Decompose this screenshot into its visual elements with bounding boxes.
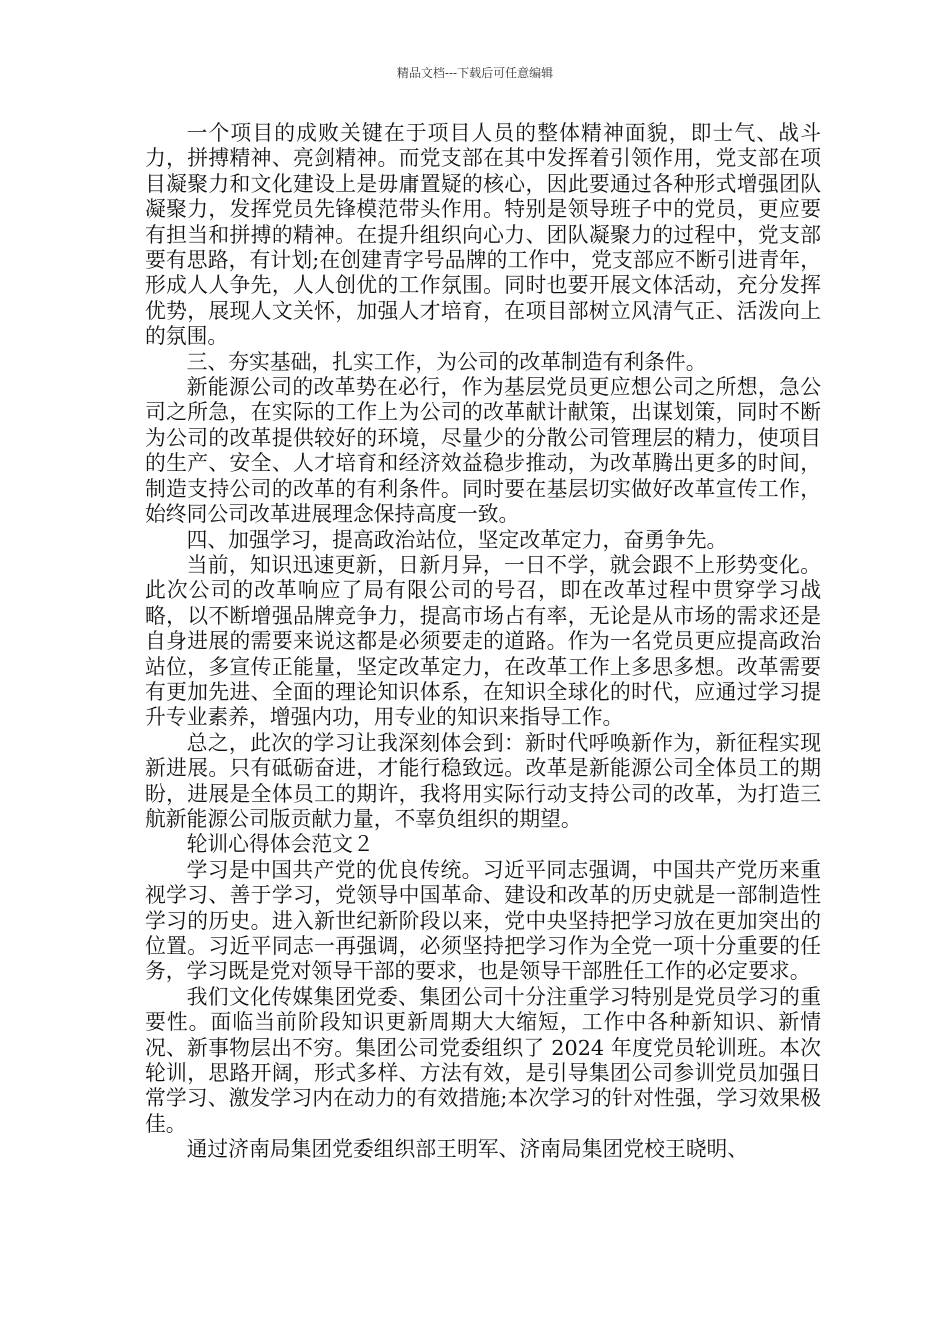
essay-title-2: 轮训心得体会范文２: [186, 832, 374, 857]
page-header: 精品文档---下载后可任意编辑: [396, 66, 554, 80]
paragraph-3: 当前，知识迅速更新，日新月异，一日不学，就会跟不上形势变化。此次公司的改革响应了局有限公司的号召，即在改革过程中贯穿学习战略，以不断增强品牌竞争力，提高市场占有率，无论是从市场的需求还是自身进展的需要来说这都是必须要走的道路。作为一名党员更应提高政治站位，多宣传正能量，坚定改革定力，在改革工作上多思多想。改革需要有更加先进、全面的理论知识体系，在知识全球化的时代，应通过学习提升专业素养，增强内功，用专业的知识来指导工作。: [145, 552, 821, 730]
paragraph-2: 新能源公司的改革势在必行，作为基层党员更应想公司之所想，急公司之所急，在实际的工作上为公司的改革献计献策，出谋划策，同时不断为公司的改革提供较好的环境，尽量少的分散公司管理层的精力，使项目的生产、安全、人才培育和经济效益稳步推动，为改革腾出更多的时间，制造支持公司的改革的有利条件。同时要在基层切实做好改革宣传工作，始终同公司改革进展理念保持高度一致。: [145, 375, 821, 527]
paragraph-1: 一个项目的成败关键在于项目人员的整体精神面貌，即士气、战斗力，拼搏精神、亮剑精神。而党支部在其中发挥着引领作用，党支部在项目凝聚力和文化建设上是毋庸置疑的核心，因此要通过各种形式增强团队凝聚力，发挥党员先锋模范带头作用。特别是领导班子中的党员，更应要有担当和拼搏的精神。在提升组织向心力、团队凝聚力的过程中，党支部要有思路，有计划;在创建青字号品牌的工作中，党支部应不断引进青年，形成人人争先，人人创优的工作氛围。同时也要开展文体活动，充分发挥优势，展现人文关怀，加强人才培育，在项目部树立风清气正、活泼向上的氛围。: [145, 121, 821, 349]
heading-section-4: 四、加强学习，提高政治站位，坚定改革定力，奋勇争先。: [186, 527, 728, 552]
paragraph-conclusion: 总之，此次的学习让我深刻体会到：新时代呼唤新作为，新征程实现新进展。只有砥砺奋进，才能行稳致远。改革是新能源公司全体员工的期盼，进展是全体员工的期许，我将用实际行动支持公司的改革，为打造三航新能源公司版贡献力量，不辜负组织的期望。: [145, 730, 821, 831]
paragraph-6: 通过济南局集团党委组织部王明军、济南局集团党校王晓明、: [186, 1137, 749, 1162]
document-body: [145, 121, 821, 1163]
paragraph-4: 学习是中国共产党的优良传统。习近平同志强调，中国共产党历来重视学习、善于学习，党领导中国革命、建设和改革的历史就是一部制造性学习的历史。进入新世纪新阶段以来，党中央坚持把学习放在更加突出的位置。习近平同志一再强调，必须坚持把学习作为全党一项十分重要的任务，学习既是党对领导干部的要求，也是领导干部胜任工作的必定要求。: [145, 857, 821, 984]
heading-section-3: 三、夯实基础，扎实工作，为公司的改革制造有利条件。: [186, 349, 707, 374]
paragraph-5: 我们文化传媒集团党委、集团公司十分注重学习特别是党员学习的重要性。面临当前阶段知识更新周期大大缩短，工作中各种新知识、新情况、新事物层出不穷。集团公司党委组织了 2024 年度党员轮训班。本次轮训，思路开阔，形式多样、方法有效，是引导集团公司参训党员加强日常学习、激发学习内在动力的有效措施;本次学习的针对性强，学习效果极佳。: [145, 984, 821, 1136]
